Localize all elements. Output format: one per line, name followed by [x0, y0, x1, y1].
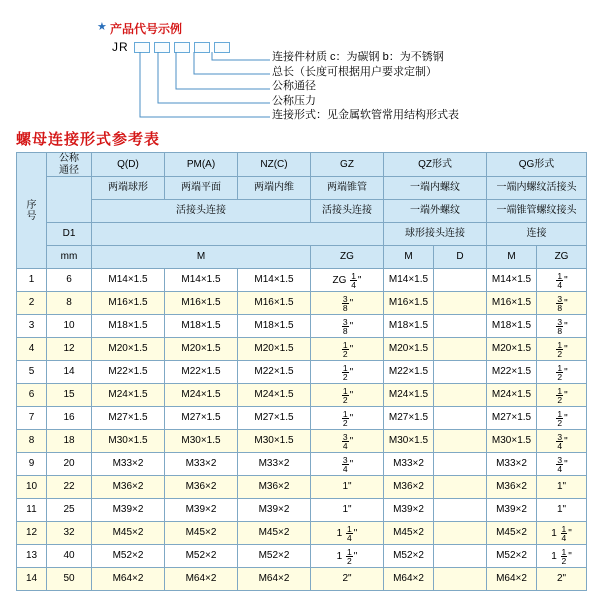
- cell-pm-m: M39×2: [165, 499, 238, 522]
- cell-qg-zg: $\frac{3}{8}$ ": [537, 292, 587, 315]
- cell-q-m: M22×1.5: [92, 361, 165, 384]
- table-title: 螺母连接形式参考表: [16, 131, 161, 148]
- cell-gz-zg: $\frac{3}{8}$ ": [311, 315, 384, 338]
- cell-dn: 40: [47, 545, 92, 568]
- table-row: [17, 361, 587, 384]
- cell-dn: 8: [47, 292, 92, 315]
- header-unit-zg: ZG: [311, 246, 384, 269]
- cell-gz-zg: $\frac{1}{2}$ ": [311, 361, 384, 384]
- diagram-title: 产品代号示例: [110, 22, 183, 36]
- cell-qz-m: M52×2: [384, 545, 434, 568]
- header-row4-0: 球形接头连接: [384, 223, 487, 246]
- cell-seq: 2: [17, 292, 47, 315]
- cell-qg-zg: $\frac{1}{2}$ ": [537, 361, 587, 384]
- cell-q-m: M18×1.5: [92, 315, 165, 338]
- cell-seq: 12: [17, 522, 47, 545]
- cell-q-m: M14×1.5: [92, 269, 165, 292]
- cell-nz-m: M18×1.5: [238, 315, 311, 338]
- legend-item-nominal-diameter: 公称通径: [272, 80, 316, 92]
- cell-qg-zg: 1": [537, 499, 587, 522]
- cell-pm-m: M16×1.5: [165, 292, 238, 315]
- cell-qz-d: [434, 384, 487, 407]
- cell-nz-m: M64×2: [238, 568, 311, 591]
- cell-gz-zg: $\frac{1}{2}$ ": [311, 338, 384, 361]
- cell-pm-m: M36×2: [165, 476, 238, 499]
- cell-q-m: M27×1.5: [92, 407, 165, 430]
- cell-dn: 25: [47, 499, 92, 522]
- cell-qg-m: M20×1.5: [487, 338, 537, 361]
- header-group-code-0: Q(D): [92, 153, 165, 177]
- table-row: [17, 476, 587, 499]
- cell-seq: 10: [17, 476, 47, 499]
- cell-dn: 10: [47, 315, 92, 338]
- table-row: [17, 545, 587, 568]
- cell-qz-m: M64×2: [384, 568, 434, 591]
- cell-seq: 14: [17, 568, 47, 591]
- cell-qz-d: [434, 568, 487, 591]
- cell-nz-m: M33×2: [238, 453, 311, 476]
- cell-q-m: M45×2: [92, 522, 165, 545]
- cell-gz-zg: 2": [311, 568, 384, 591]
- cell-nz-m: M36×2: [238, 476, 311, 499]
- cell-q-m: M39×2: [92, 499, 165, 522]
- cell-qg-zg: 1 $\frac{1}{2}$ ": [537, 545, 587, 568]
- cell-nz-m: M14×1.5: [238, 269, 311, 292]
- cell-qg-zg: $\frac{1}{2}$ ": [537, 407, 587, 430]
- header-dn-blank: [47, 177, 92, 223]
- header-unit-qz-m: M: [384, 246, 434, 269]
- cell-qz-m: M20×1.5: [384, 338, 434, 361]
- cell-qg-zg: 1 $\frac{1}{4}$ ": [537, 522, 587, 545]
- cell-qz-d: [434, 499, 487, 522]
- header-group-code-2: NZ(C): [238, 153, 311, 177]
- cell-pm-m: M64×2: [165, 568, 238, 591]
- header-group-code-3: GZ: [311, 153, 384, 177]
- table-row: [17, 499, 587, 522]
- cell-qg-m: M18×1.5: [487, 315, 537, 338]
- cell-qz-m: M45×2: [384, 522, 434, 545]
- cell-qz-m: M30×1.5: [384, 430, 434, 453]
- star-icon: ★: [97, 21, 107, 33]
- table-row: [17, 338, 587, 361]
- cell-pm-m: M45×2: [165, 522, 238, 545]
- cell-gz-zg: ZG $\frac{1}{4}$ ": [311, 269, 384, 292]
- header-unit-qg-m: M: [487, 246, 537, 269]
- cell-qz-m: M22×1.5: [384, 361, 434, 384]
- cell-gz-zg: 1": [311, 499, 384, 522]
- cell-qz-d: [434, 315, 487, 338]
- header-row3-1: 活接头连接: [311, 200, 384, 223]
- cell-nz-m: M52×2: [238, 545, 311, 568]
- cell-qz-m: M33×2: [384, 453, 434, 476]
- header-group-code-1: PM(A): [165, 153, 238, 177]
- cell-qz-d: [434, 292, 487, 315]
- cell-pm-m: M14×1.5: [165, 269, 238, 292]
- cell-dn: 22: [47, 476, 92, 499]
- product-code-prefix: JR: [112, 40, 129, 54]
- cell-qg-zg: 1": [537, 476, 587, 499]
- diagram-legend: [272, 50, 459, 123]
- table-row: [17, 568, 587, 591]
- cell-nz-m: M45×2: [238, 522, 311, 545]
- header-unit-qz-d: D: [434, 246, 487, 269]
- cell-qg-m: M27×1.5: [487, 407, 537, 430]
- cell-q-m: M52×2: [92, 545, 165, 568]
- cell-qg-zg: 2": [537, 568, 587, 591]
- cell-seq: 11: [17, 499, 47, 522]
- cell-qz-d: [434, 545, 487, 568]
- cell-q-m: M36×2: [92, 476, 165, 499]
- table-row: [17, 453, 587, 476]
- table-row: [17, 522, 587, 545]
- cell-dn: 20: [47, 453, 92, 476]
- cell-seq: 4: [17, 338, 47, 361]
- cell-qz-d: [434, 476, 487, 499]
- cell-dn: 6: [47, 269, 92, 292]
- cell-dn: 18: [47, 430, 92, 453]
- cell-seq: 13: [17, 545, 47, 568]
- cell-qz-d: [434, 522, 487, 545]
- cell-qg-zg: $\frac{3}{4}$ ": [537, 430, 587, 453]
- cell-gz-zg: 1 $\frac{1}{4}$ ": [311, 522, 384, 545]
- table-header-row-units: [17, 246, 587, 269]
- cell-gz-zg: $\frac{1}{2}$ ": [311, 384, 384, 407]
- cell-pm-m: M52×2: [165, 545, 238, 568]
- cell-seq: 3: [17, 315, 47, 338]
- cell-pm-m: M22×1.5: [165, 361, 238, 384]
- cell-dn: 14: [47, 361, 92, 384]
- cell-gz-zg: $\frac{3}{8}$ ": [311, 292, 384, 315]
- cell-qz-m: M24×1.5: [384, 384, 434, 407]
- cell-qz-d: [434, 338, 487, 361]
- cell-q-m: M64×2: [92, 568, 165, 591]
- cell-qg-m: M30×1.5: [487, 430, 537, 453]
- header-unit-qg-zg: ZG: [537, 246, 587, 269]
- cell-qz-d: [434, 430, 487, 453]
- header-seq: 序 号: [17, 153, 47, 269]
- cell-qg-m: M16×1.5: [487, 292, 537, 315]
- cell-qg-m: M14×1.5: [487, 269, 537, 292]
- cell-qg-m: M24×1.5: [487, 384, 537, 407]
- nut-connection-table: [16, 152, 587, 591]
- header-group-desc-4: 一端内螺纹: [384, 177, 487, 200]
- header-row4-blank: [92, 223, 384, 246]
- cell-dn: 50: [47, 568, 92, 591]
- header-group-code-4: QZ形式: [384, 153, 487, 177]
- cell-pm-m: M20×1.5: [165, 338, 238, 361]
- header-group-desc-1: 两端平面: [165, 177, 238, 200]
- legend-item-nominal-pressure: 公称压力: [272, 94, 316, 107]
- cell-qg-zg: $\frac{1}{4}$ ": [537, 269, 587, 292]
- product-code-diagram: [0, 0, 600, 126]
- cell-nz-m: M16×1.5: [238, 292, 311, 315]
- table-header-row-codes: [17, 153, 587, 177]
- cell-q-m: M16×1.5: [92, 292, 165, 315]
- cell-seq: 7: [17, 407, 47, 430]
- table-row: [17, 269, 587, 292]
- legend-item-connection-type: 连接形式：见金属软管常用结构形式表: [272, 109, 459, 121]
- header-group-desc-0: 两端球形: [92, 177, 165, 200]
- header-row3-0: 活接头连接: [92, 200, 311, 223]
- header-group-code-5: QG形式: [487, 153, 587, 177]
- cell-q-m: M30×1.5: [92, 430, 165, 453]
- table-header-row-connection: [17, 200, 587, 223]
- cell-qz-m: M16×1.5: [384, 292, 434, 315]
- cell-pm-m: M27×1.5: [165, 407, 238, 430]
- header-row4-1: 连接: [487, 223, 587, 246]
- cell-qz-d: [434, 269, 487, 292]
- cell-q-m: M33×2: [92, 453, 165, 476]
- cell-qg-m: M36×2: [487, 476, 537, 499]
- cell-nz-m: M30×1.5: [238, 430, 311, 453]
- cell-qg-m: M39×2: [487, 499, 537, 522]
- cell-dn: 12: [47, 338, 92, 361]
- cell-seq: 8: [17, 430, 47, 453]
- legend-item-material: 连接件材质 c：为碳钢 b：为不锈钢: [272, 51, 444, 63]
- cell-pm-m: M18×1.5: [165, 315, 238, 338]
- header-group-desc-3: 两端锥管: [311, 177, 384, 200]
- table-header-row-desc: [17, 177, 587, 200]
- table-body: [17, 269, 587, 591]
- cell-nz-m: M20×1.5: [238, 338, 311, 361]
- cell-seq: 1: [17, 269, 47, 292]
- cell-nz-m: M27×1.5: [238, 407, 311, 430]
- cell-gz-zg: 1 $\frac{1}{2}$ ": [311, 545, 384, 568]
- cell-qg-m: M64×2: [487, 568, 537, 591]
- header-mm: mm: [47, 246, 92, 269]
- cell-qz-m: M36×2: [384, 476, 434, 499]
- header-group-desc-5: 一端内螺纹活接头: [487, 177, 587, 200]
- header-unit-m: M: [92, 246, 311, 269]
- cell-qg-zg: $\frac{1}{2}$ ": [537, 338, 587, 361]
- cell-seq: 9: [17, 453, 47, 476]
- cell-gz-zg: 1": [311, 476, 384, 499]
- cell-dn: 15: [47, 384, 92, 407]
- cell-qz-m: M27×1.5: [384, 407, 434, 430]
- table-row: [17, 315, 587, 338]
- cell-qg-zg: $\frac{3}{8}$ ": [537, 315, 587, 338]
- cell-q-m: M20×1.5: [92, 338, 165, 361]
- table-row: [17, 384, 587, 407]
- legend-item-length: 总长（长度可根据用户要求定制）: [272, 65, 437, 78]
- cell-dn: 16: [47, 407, 92, 430]
- table-row: [17, 407, 587, 430]
- cell-qg-m: M33×2: [487, 453, 537, 476]
- cell-qg-m: M22×1.5: [487, 361, 537, 384]
- cell-gz-zg: $\frac{3}{4}$ ": [311, 453, 384, 476]
- cell-qz-d: [434, 407, 487, 430]
- header-group-desc-2: 两端内维: [238, 177, 311, 200]
- cell-qg-m: M52×2: [487, 545, 537, 568]
- cell-pm-m: M30×1.5: [165, 430, 238, 453]
- cell-qz-m: M18×1.5: [384, 315, 434, 338]
- cell-gz-zg: $\frac{3}{4}$ ": [311, 430, 384, 453]
- header-dn: 公称 通径: [47, 153, 92, 177]
- cell-qz-m: M14×1.5: [384, 269, 434, 292]
- header-row3-3: 一端锥管螺纹接头: [487, 200, 587, 223]
- cell-seq: 5: [17, 361, 47, 384]
- table-header-row-ball: [17, 223, 587, 246]
- cell-nz-m: M22×1.5: [238, 361, 311, 384]
- cell-qz-d: [434, 453, 487, 476]
- header-d1: D1: [47, 223, 92, 246]
- cell-pm-m: M33×2: [165, 453, 238, 476]
- cell-q-m: M24×1.5: [92, 384, 165, 407]
- cell-nz-m: M24×1.5: [238, 384, 311, 407]
- cell-seq: 6: [17, 384, 47, 407]
- table-row: [17, 292, 587, 315]
- cell-qz-d: [434, 361, 487, 384]
- cell-nz-m: M39×2: [238, 499, 311, 522]
- cell-dn: 32: [47, 522, 92, 545]
- cell-gz-zg: $\frac{1}{2}$ ": [311, 407, 384, 430]
- cell-pm-m: M24×1.5: [165, 384, 238, 407]
- cell-qg-zg: $\frac{1}{2}$ ": [537, 384, 587, 407]
- cell-qg-zg: $\frac{3}{4}$ ": [537, 453, 587, 476]
- table-row: [17, 430, 587, 453]
- cell-qz-m: M39×2: [384, 499, 434, 522]
- header-row3-2: 一端外螺纹: [384, 200, 487, 223]
- cell-qg-m: M45×2: [487, 522, 537, 545]
